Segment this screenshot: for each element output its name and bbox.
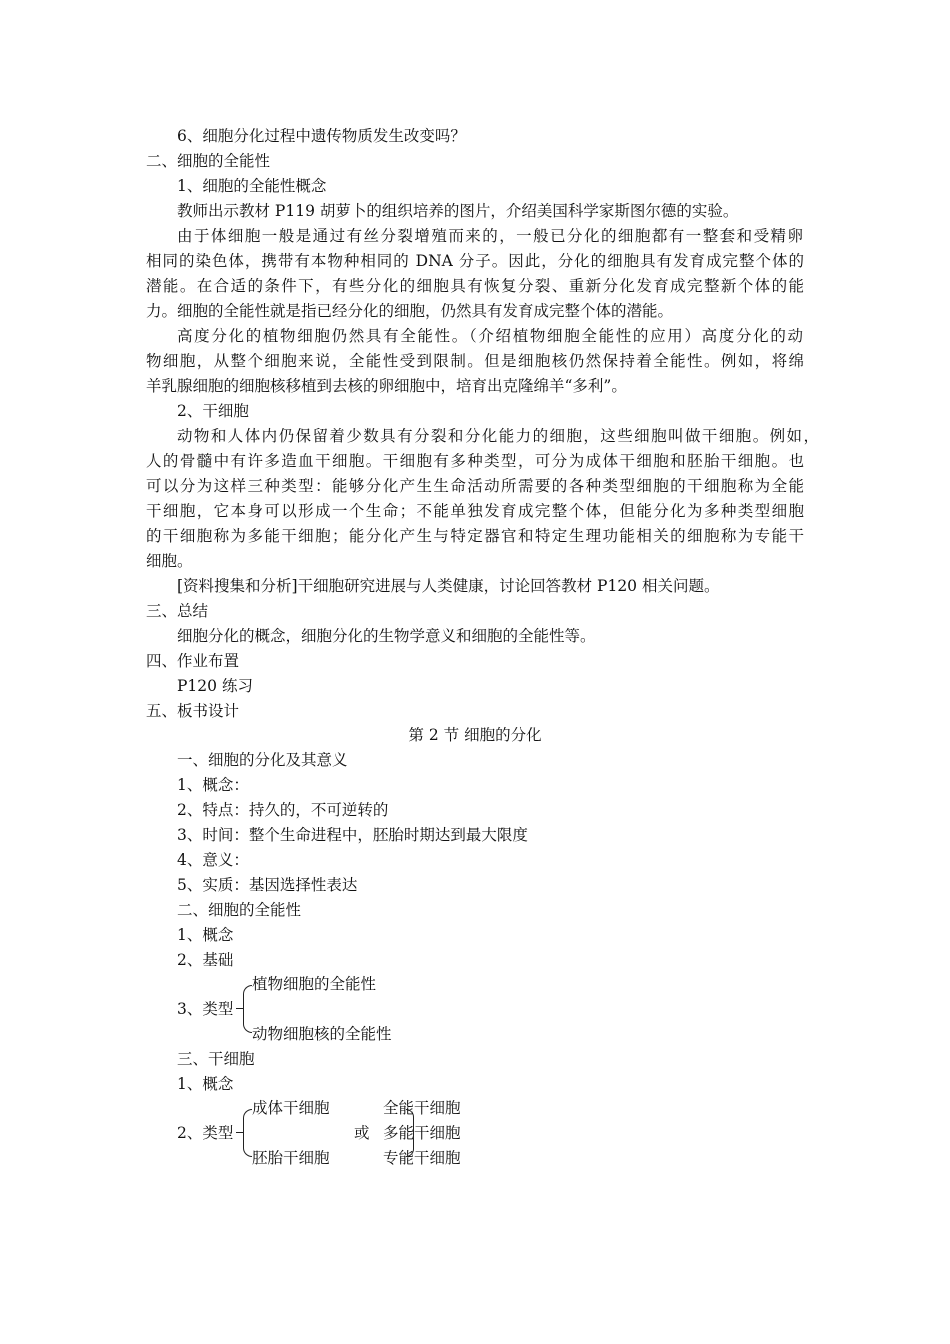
- board-heading-2: 二、细胞的全能性: [177, 901, 302, 919]
- paragraph-homework: P120 练习: [177, 677, 253, 695]
- or-text: 或: [354, 1124, 370, 1142]
- brace-tip: [236, 1132, 244, 1133]
- paragraph-body-line: 潜能。在合适的条件下，有些分化的细胞具有恢复分裂、重新分化发育成完整新个体的能: [146, 277, 804, 295]
- stem-cell-type: 多能干细胞: [383, 1124, 461, 1142]
- question-6: 6、细胞分化过程中遗传物质发生改变吗？: [177, 127, 466, 145]
- board-type-option: 植物细胞的全能性: [252, 975, 377, 993]
- board-type-option: 动物细胞核的全能性: [252, 1025, 392, 1043]
- paragraph-high-line: 羊乳腺细胞的细胞核移植到去核的卵细胞中，培育出克隆绵羊“多利”。: [146, 377, 627, 395]
- paragraph-research: [资料搜集和分析]干细胞研究进展与人类健康，讨论回答教材 P120 相关问题。: [177, 577, 720, 595]
- paragraph-stem-line: 人的骨髓中有许多造血干细胞。干细胞有多种类型，可分为成体干细胞和胚胎干细胞。也: [146, 452, 804, 470]
- section-2-title: 二、细胞的全能性: [146, 152, 271, 170]
- board-item: 3、时间：整个生命进程中，胚胎时期达到最大限度: [177, 826, 528, 844]
- paragraph-stem-line: 的干细胞称为多能干细胞；能分化产生与特定器官和特定生理功能相关的细胞称为专能干: [146, 527, 804, 545]
- board-title: 第 2 节 细胞的分化: [408, 726, 542, 744]
- board-heading-3: 三、干细胞: [177, 1050, 255, 1068]
- paragraph-body-line: 由于体细胞一般是通过有丝分裂增殖而来的，一般已分化的细胞都有一整套和受精卵: [177, 227, 803, 245]
- left-brace: [243, 1109, 252, 1157]
- brace-tip: [236, 1008, 244, 1009]
- stem-cell-type: 全能干细胞: [383, 1099, 461, 1117]
- board-item: 4、意义：: [177, 851, 249, 869]
- paragraph-body-line: 力。细胞的全能性就是指已经分化的细胞，仍然具有发育成完整个体的潜能。: [146, 302, 674, 320]
- board-item: 2、基础: [177, 951, 234, 969]
- section-5-title: 五、板书设计: [146, 702, 240, 720]
- left-brace: [243, 985, 252, 1033]
- paragraph-stem-line: 干细胞，它本身可以形成一个生命；不能单独发育成完整个体，但能分化为多种类型细胞: [146, 502, 804, 520]
- paragraph-teacher: 教师出示教材 P119 胡萝卜的组织培养的图片，介绍美国科学家斯图尔德的实验。: [177, 202, 739, 220]
- board-heading-1: 一、细胞的分化及其意义: [177, 751, 348, 769]
- subsection-2-2: 2、干细胞: [177, 402, 249, 420]
- paragraph-stem-line: 细胞。: [146, 552, 193, 570]
- board-type-label: 3、类型: [177, 1000, 234, 1018]
- section-3-title: 三、总结: [146, 602, 209, 620]
- paragraph-stem-line: 可以分为这样三种类型：能够分化产生生命活动所需要的各种类型细胞的干细胞称为全能: [146, 477, 804, 495]
- stem-cell-type: 胚胎干细胞: [252, 1149, 330, 1167]
- section-4-title: 四、作业布置: [146, 652, 240, 670]
- stem-cell-type: 专能干细胞: [383, 1149, 461, 1167]
- board-item: 5、实质：基因选择性表达: [177, 876, 358, 894]
- paragraph-high-line: 高度分化的植物细胞仍然具有全能性。（介绍植物细胞全能性的应用）高度分化的动: [177, 327, 803, 345]
- stem-cell-type: 成体干细胞: [252, 1099, 330, 1117]
- paragraph-stem-line: 动物和人体内仍保留着少数具有分裂和分化能力的细胞，这些细胞叫做干细胞。例如，: [177, 427, 819, 445]
- subsection-2-1: 1、细胞的全能性概念: [177, 177, 327, 195]
- board-item: 1、概念: [177, 926, 234, 944]
- board-item: 1、概念: [177, 1075, 234, 1093]
- paragraph-summary: 细胞分化的概念，细胞分化的生物学意义和细胞的全能性等。: [177, 627, 596, 645]
- board-type-label: 2、类型: [177, 1124, 234, 1142]
- paragraph-body-line: 相同的染色体，携带有本物种相同的 DNA 分子。因此，分化的细胞具有发育成完整个体的: [146, 252, 804, 270]
- board-item: 1、概念：: [177, 776, 249, 794]
- paragraph-high-line: 物细胞，从整个细胞来说，全能性受到限制。但是细胞核仍然保持着全能性。例如，将绵: [146, 352, 804, 370]
- board-item: 2、特点：持久的，不可逆转的: [177, 801, 389, 819]
